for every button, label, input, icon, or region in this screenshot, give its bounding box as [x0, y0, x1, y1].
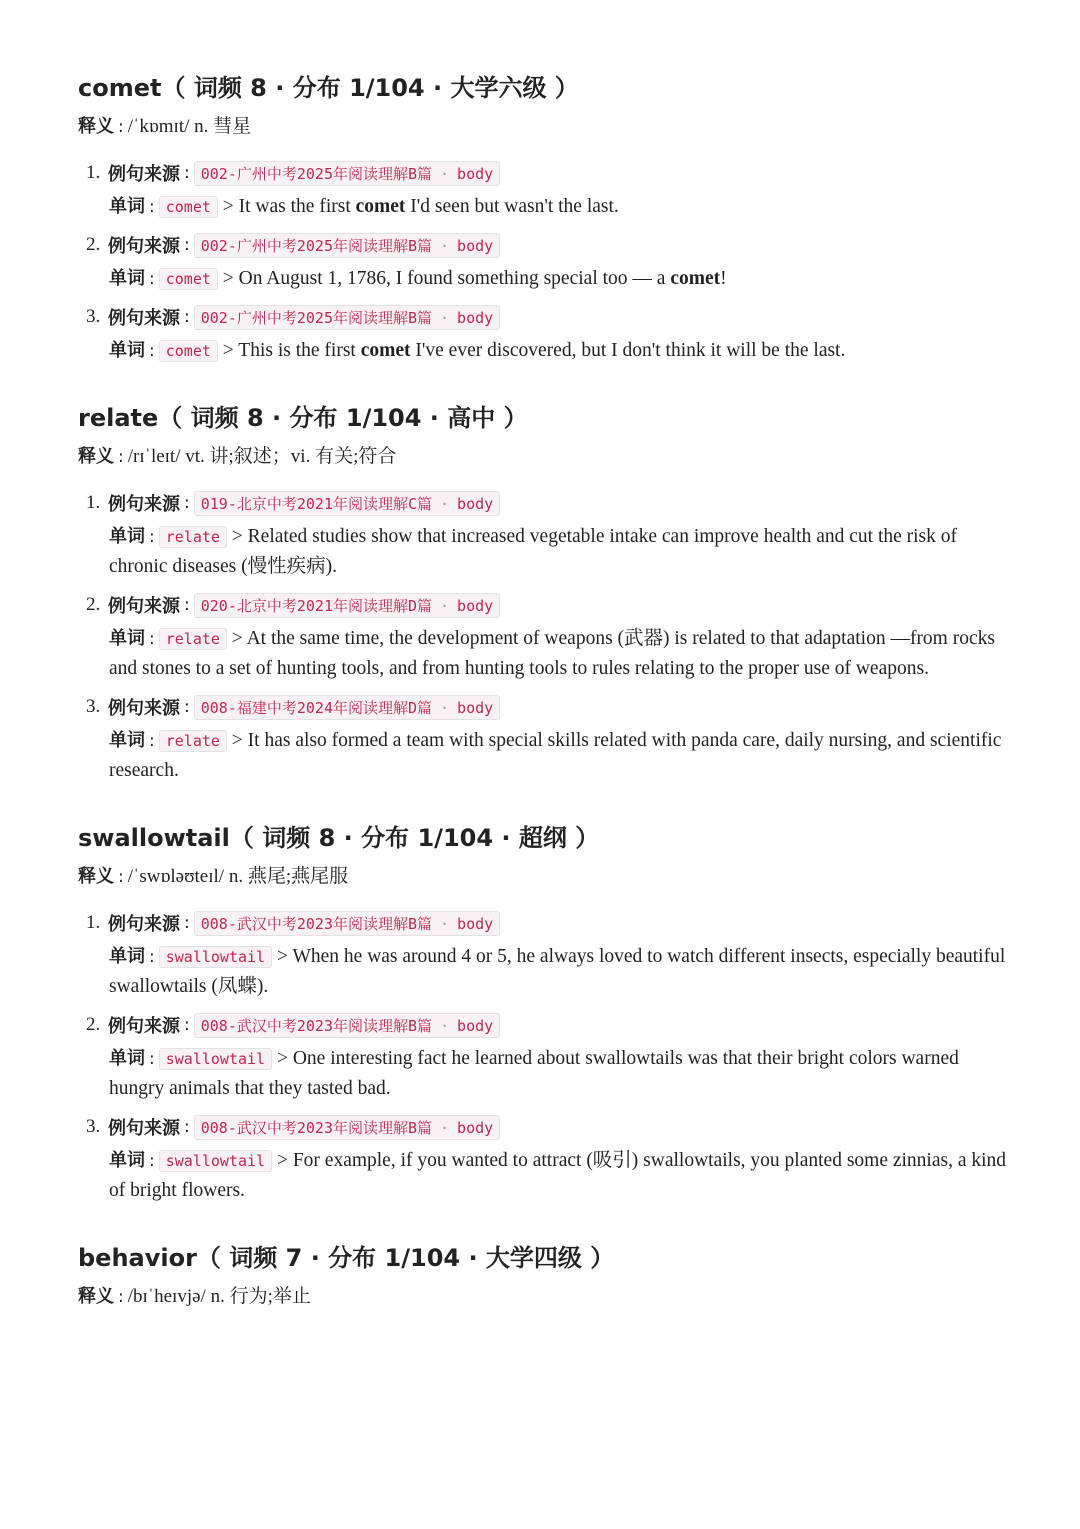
colon: :	[149, 629, 155, 649]
example-number: 1.	[86, 492, 101, 513]
example-number: 2.	[86, 594, 101, 615]
example-number: 2.	[86, 234, 101, 255]
source-name: 002-广州中考2025年阅读理解B篇	[200, 308, 433, 327]
source-name: 002-广州中考2025年阅读理解B篇	[200, 164, 433, 183]
word-code: comet	[159, 268, 218, 290]
source-code	[194, 695, 500, 720]
sentence-pre: > Related studies show that increased vegetable intake can improve health and cut the risk of chronic diseases (慢性疾病).	[109, 526, 958, 577]
word-code: relate	[159, 526, 227, 548]
word-code: swallowtail	[159, 946, 272, 968]
example-item	[78, 302, 1008, 366]
source-label: 例句来源	[108, 236, 180, 257]
word-label: 单词	[109, 196, 145, 217]
word-code: relate	[159, 628, 227, 650]
sentence-pre: > One interesting fact he learned about swallowtails was that their bright colors warned hungry animals that they tasted bad.	[109, 1048, 959, 1099]
sentence-text	[223, 268, 727, 289]
colon: :	[149, 269, 155, 289]
word-label: 单词	[109, 268, 145, 289]
definition-row	[78, 1284, 1008, 1310]
separator-dot: ·	[440, 236, 450, 255]
sentence-row	[109, 1146, 1008, 1206]
definition-row	[78, 864, 1008, 890]
colon: :	[149, 731, 155, 751]
definition-row	[78, 444, 1008, 470]
source-code	[194, 1115, 500, 1140]
document-page	[78, 72, 1008, 1346]
example-item	[78, 158, 1008, 222]
source-tag: body	[457, 236, 494, 255]
sentence-post: !	[720, 268, 727, 289]
sentence-pre: > At the same time, the development of weapons (武器) is related to that adaptation —from rocks and stones to a set of hunting tools, and from hunting tools to rules relating to the proper use of weapons.	[109, 628, 995, 679]
source-code	[194, 491, 500, 516]
source-code	[194, 161, 500, 186]
source-label: 例句来源	[108, 1118, 180, 1139]
source-name: 008-武汉中考2023年阅读理解B篇	[200, 1118, 433, 1137]
sentence-pre: > It was the first	[222, 196, 356, 217]
word-label: 单词	[109, 526, 145, 547]
colon: :	[149, 341, 155, 361]
separator-dot: ·	[440, 914, 450, 933]
separator-dot: ·	[440, 164, 450, 183]
word-label: 单词	[109, 1150, 145, 1171]
source-name: 020-北京中考2021年阅读理解D篇	[200, 596, 433, 615]
sentence-pre: > For example, if you wanted to attract (吸引) swallowtails, you planted some zinnias, a kind of bright flowers.	[109, 1150, 1007, 1201]
example-item	[78, 908, 1008, 1002]
definition-label: 释义	[78, 1286, 114, 1307]
sentence-row	[109, 1044, 1008, 1104]
source-row	[86, 230, 1008, 260]
definition-row	[78, 114, 1008, 140]
sentence-post: I'd seen but wasn't the last.	[405, 196, 619, 217]
source-tag: body	[457, 1118, 494, 1137]
word-code: relate	[159, 730, 227, 752]
sentence-text	[109, 526, 957, 577]
word-entry	[78, 402, 1008, 786]
sentence-text	[109, 730, 1001, 781]
source-row	[86, 158, 1008, 188]
word-heading: swallowtail（ 词频 8 · 分布 1/104 · 超纲 ）	[78, 824, 600, 852]
source-tag: body	[457, 1016, 494, 1035]
colon: :	[118, 117, 124, 137]
word-label: 单词	[109, 340, 145, 361]
source-row	[86, 488, 1008, 518]
source-code	[194, 911, 500, 936]
word-label: 单词	[109, 628, 145, 649]
separator-dot: ·	[440, 1016, 450, 1035]
definition-label: 释义	[78, 116, 114, 137]
source-label: 例句来源	[108, 596, 180, 617]
word-label: 单词	[109, 946, 145, 967]
example-item	[78, 230, 1008, 294]
colon: :	[149, 947, 155, 967]
word-code: swallowtail	[159, 1048, 272, 1070]
example-list	[78, 488, 1008, 786]
source-label: 例句来源	[108, 308, 180, 329]
sentence-pre: > On August 1, 1786, I found something special too — a	[222, 268, 671, 289]
word-label: 单词	[109, 730, 145, 751]
word-entry	[78, 1242, 1008, 1310]
definition-text: /bɪˈheɪvjə/ n. 行为;举止	[127, 1286, 311, 1307]
definition-text: /ˈkɒmɪt/ n. 彗星	[127, 116, 252, 137]
source-tag: body	[457, 698, 494, 717]
sentence-row	[109, 942, 1008, 1002]
colon: :	[149, 527, 155, 547]
word-code: swallowtail	[159, 1150, 272, 1172]
example-number: 1.	[86, 162, 101, 183]
sentence-text	[223, 340, 846, 361]
source-name: 008-武汉中考2023年阅读理解B篇	[200, 1016, 433, 1035]
example-item	[78, 590, 1008, 684]
colon: :	[184, 1117, 190, 1137]
source-tag: body	[457, 494, 494, 513]
definition-label: 释义	[78, 446, 114, 467]
sentence-text	[109, 628, 995, 679]
example-item	[78, 1010, 1008, 1104]
sentence-keyword: comet	[360, 340, 411, 361]
example-number: 1.	[86, 912, 101, 933]
sentence-row	[109, 522, 1008, 582]
source-row	[86, 1010, 1008, 1040]
example-item	[78, 1112, 1008, 1206]
colon: :	[149, 1151, 155, 1171]
source-label: 例句来源	[108, 494, 180, 515]
separator-dot: ·	[440, 308, 450, 327]
word-label: 单词	[109, 1048, 145, 1069]
word-code: comet	[159, 196, 218, 218]
source-tag: body	[457, 914, 494, 933]
colon: :	[184, 307, 190, 327]
definition-text: /ˈswɒləʊteɪl/ n. 燕尾;燕尾服	[127, 866, 349, 887]
colon: :	[184, 697, 190, 717]
sentence-pre: > When he was around 4 or 5, he always loved to watch different insects, especially beautiful swallowtails (凤蝶).	[109, 946, 1006, 997]
source-label: 例句来源	[108, 1016, 180, 1037]
definition-text: /rɪˈleɪt/ vt. 讲;叙述；vi. 有关;符合	[127, 446, 397, 467]
example-number: 2.	[86, 1014, 101, 1035]
source-row	[86, 692, 1008, 722]
example-number: 3.	[86, 1116, 101, 1137]
sentence-post: I've ever discovered, but I don't think it will be the last.	[410, 340, 846, 361]
word-heading: comet（ 词频 8 · 分布 1/104 · 大学六级 ）	[78, 74, 579, 102]
source-code	[194, 305, 500, 330]
separator-dot: ·	[440, 1118, 450, 1137]
source-label: 例句来源	[108, 164, 180, 185]
colon: :	[184, 913, 190, 933]
source-code	[194, 1013, 500, 1038]
source-label: 例句来源	[108, 698, 180, 719]
example-item	[78, 692, 1008, 786]
source-row	[86, 1112, 1008, 1142]
source-name: 019-北京中考2021年阅读理解C篇	[200, 494, 433, 513]
example-number: 3.	[86, 696, 101, 717]
word-code: comet	[159, 340, 218, 362]
colon: :	[149, 197, 155, 217]
example-number: 3.	[86, 306, 101, 327]
source-name: 008-武汉中考2023年阅读理解B篇	[200, 914, 433, 933]
source-label: 例句来源	[108, 914, 180, 935]
colon: :	[184, 595, 190, 615]
source-row	[86, 302, 1008, 332]
colon: :	[149, 1049, 155, 1069]
sentence-row	[109, 192, 1008, 222]
sentence-row	[109, 264, 1008, 294]
sentence-pre: > It has also formed a team with special skills related with panda care, daily nursing, and scientific research.	[109, 730, 1002, 781]
colon: :	[184, 235, 190, 255]
colon: :	[118, 1287, 124, 1307]
sentence-pre: > This is the first	[222, 340, 361, 361]
word-heading: relate（ 词频 8 · 分布 1/104 · 高中 ）	[78, 404, 528, 432]
separator-dot: ·	[440, 494, 450, 513]
word-entry	[78, 72, 1008, 366]
source-tag: body	[457, 308, 494, 327]
example-item	[78, 488, 1008, 582]
word-entry	[78, 822, 1008, 1206]
source-tag: body	[457, 164, 494, 183]
sentence-row	[109, 726, 1008, 786]
colon: :	[184, 1015, 190, 1035]
source-row	[86, 908, 1008, 938]
sentence-row	[109, 624, 1008, 684]
source-name: 002-广州中考2025年阅读理解B篇	[200, 236, 433, 255]
separator-dot: ·	[440, 698, 450, 717]
source-tag: body	[457, 596, 494, 615]
colon: :	[184, 493, 190, 513]
example-list	[78, 158, 1008, 366]
source-row	[86, 590, 1008, 620]
definition-label: 释义	[78, 866, 114, 887]
sentence-row	[109, 336, 1008, 366]
sentence-text	[223, 196, 619, 217]
example-list	[78, 908, 1008, 1206]
word-heading: behavior（ 词频 7 · 分布 1/104 · 大学四级 ）	[78, 1244, 615, 1272]
sentence-keyword: comet	[355, 196, 406, 217]
source-code	[194, 233, 500, 258]
source-code	[194, 593, 500, 618]
colon: :	[184, 163, 190, 183]
source-name: 008-福建中考2024年阅读理解D篇	[200, 698, 433, 717]
separator-dot: ·	[440, 596, 450, 615]
colon: :	[118, 447, 124, 467]
sentence-keyword: comet	[670, 268, 721, 289]
colon: :	[118, 867, 124, 887]
